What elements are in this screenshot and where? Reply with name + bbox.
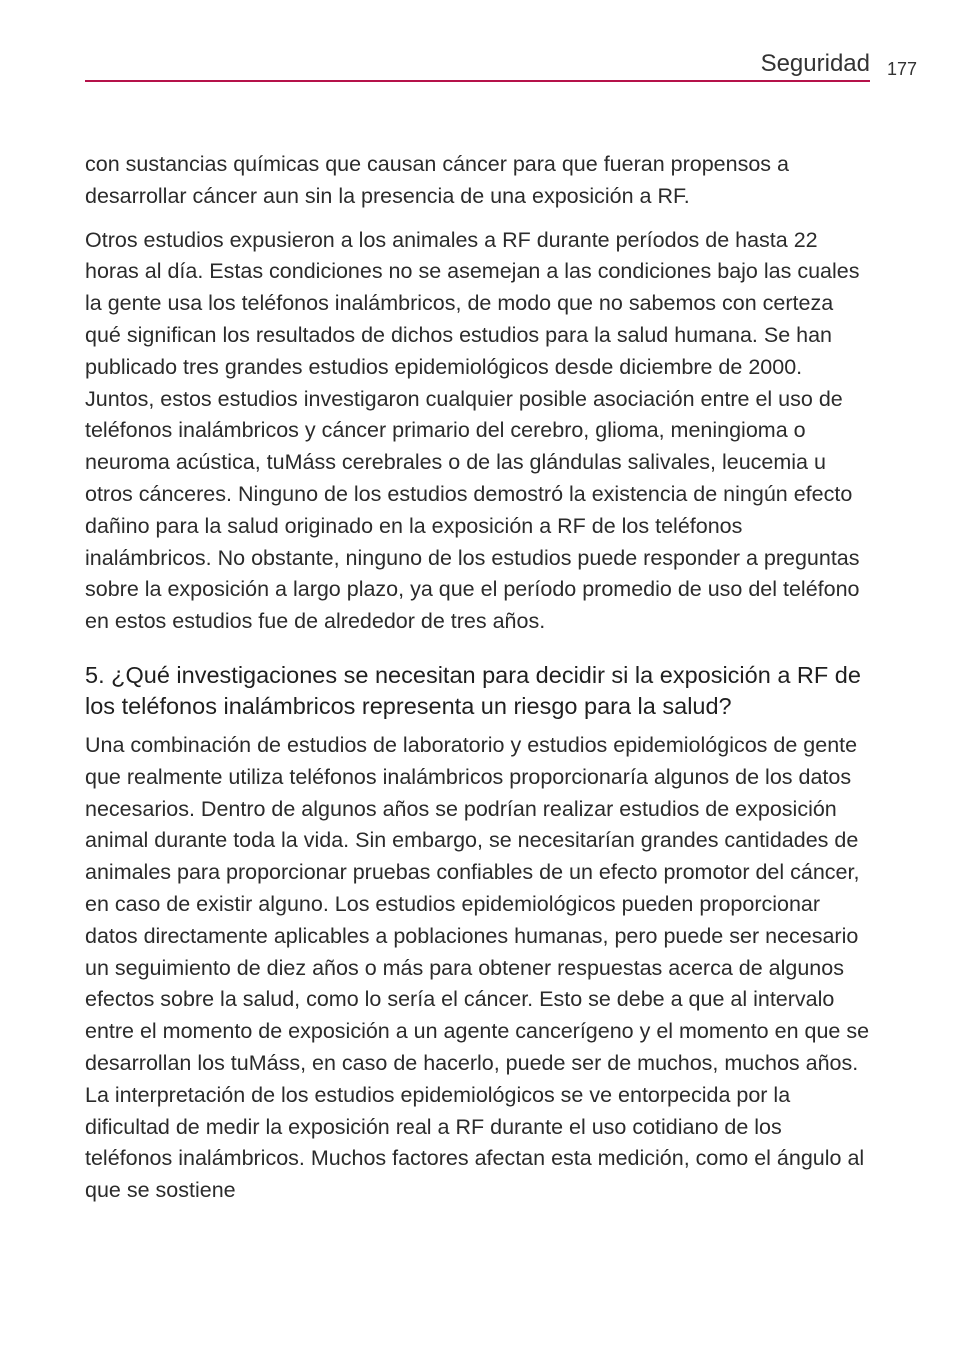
paragraph-research-needed: Una combinación de estudios de laboratorio y estudios epidemiológicos de gente que realmente utiliza teléfonos inalámbricos proporcionaría algunos de los datos necesarios. Dentro de algunos años se podrían realizar estudios de exposición animal durante toda la vida. Sin embargo, se necesitarían grandes cantidades de animales para proporcionar pruebas confiables de un efecto promotor del cáncer, en caso de existir alguno. Los estudios epidemiológicos pueden proporcionar datos directamente aplicables a poblaciones humanas, pero puede ser necesario un seguimiento de diez años o más para obtener respuestas acerca de algunos efectos sobre la salud, como lo sería el cáncer. Esto se debe a que al intervalo entre el momento de exposición a un agente cancerígeno y el momento en que se desarrollan los tuMáss, en caso de hacerlo, puede ser de muchos, muchos años. La interpretación de los estudios epidemiológicos se ve entorpecida por la dificultad de medir la exposición real a RF durante el uso cotidiano de los teléfonos inalámbricos. Muchos factores afectan esta medición, como el ángulo al que se sostiene bbox=[85, 732, 870, 1203]
header-rule bbox=[85, 80, 870, 82]
question-heading-5: 5. ¿Qué investigaciones se necesitan para decidir si la exposición a RF de los teléfonos inalámbricos representa un riesgo para la salud? bbox=[85, 661, 861, 719]
page-number: 177 bbox=[887, 59, 918, 79]
page-content bbox=[85, 149, 871, 1219]
paragraph-continuation: con sustancias químicas que causan cáncer para que fueran propensos a desarrollar cáncer aun sin la presencia de una exposición a RF. bbox=[85, 152, 789, 208]
page-header bbox=[85, 48, 870, 82]
paragraph-other-studies: Otros estudios expusieron a los animales a RF durante períodos de hasta 22 horas al día. Estas condiciones no se asemejan a las condiciones bajo las cuales la gente usa los teléfonos inalámbricos, de modo que no sabemos con certeza qué significan los resultados de dichos estudios para la salud humana. Se han publicado tres grandes estudios epidemiológicos desde diciembre de 2000. Juntos, estos estudios investigaron cualquier posible asociación entre el uso de teléfonos inalámbricos y cáncer primario del cerebro, glioma, meningioma o neuroma acústica, tuMáss cerebrales o de las glándulas salivales, leucemia u otros cánceres. Ninguno de los estudios demostró la existencia de ningún efecto dañino para la salud originado en la exposición a RF de los teléfonos inalámbricos. No obstante, ninguno de los estudios puede responder a preguntas sobre la exposición a largo plazo, ya que el período promedio de uso del teléfono en estos estudios fue de alrededor de tres años. bbox=[85, 227, 860, 634]
section-title: Seguridad bbox=[760, 50, 870, 77]
